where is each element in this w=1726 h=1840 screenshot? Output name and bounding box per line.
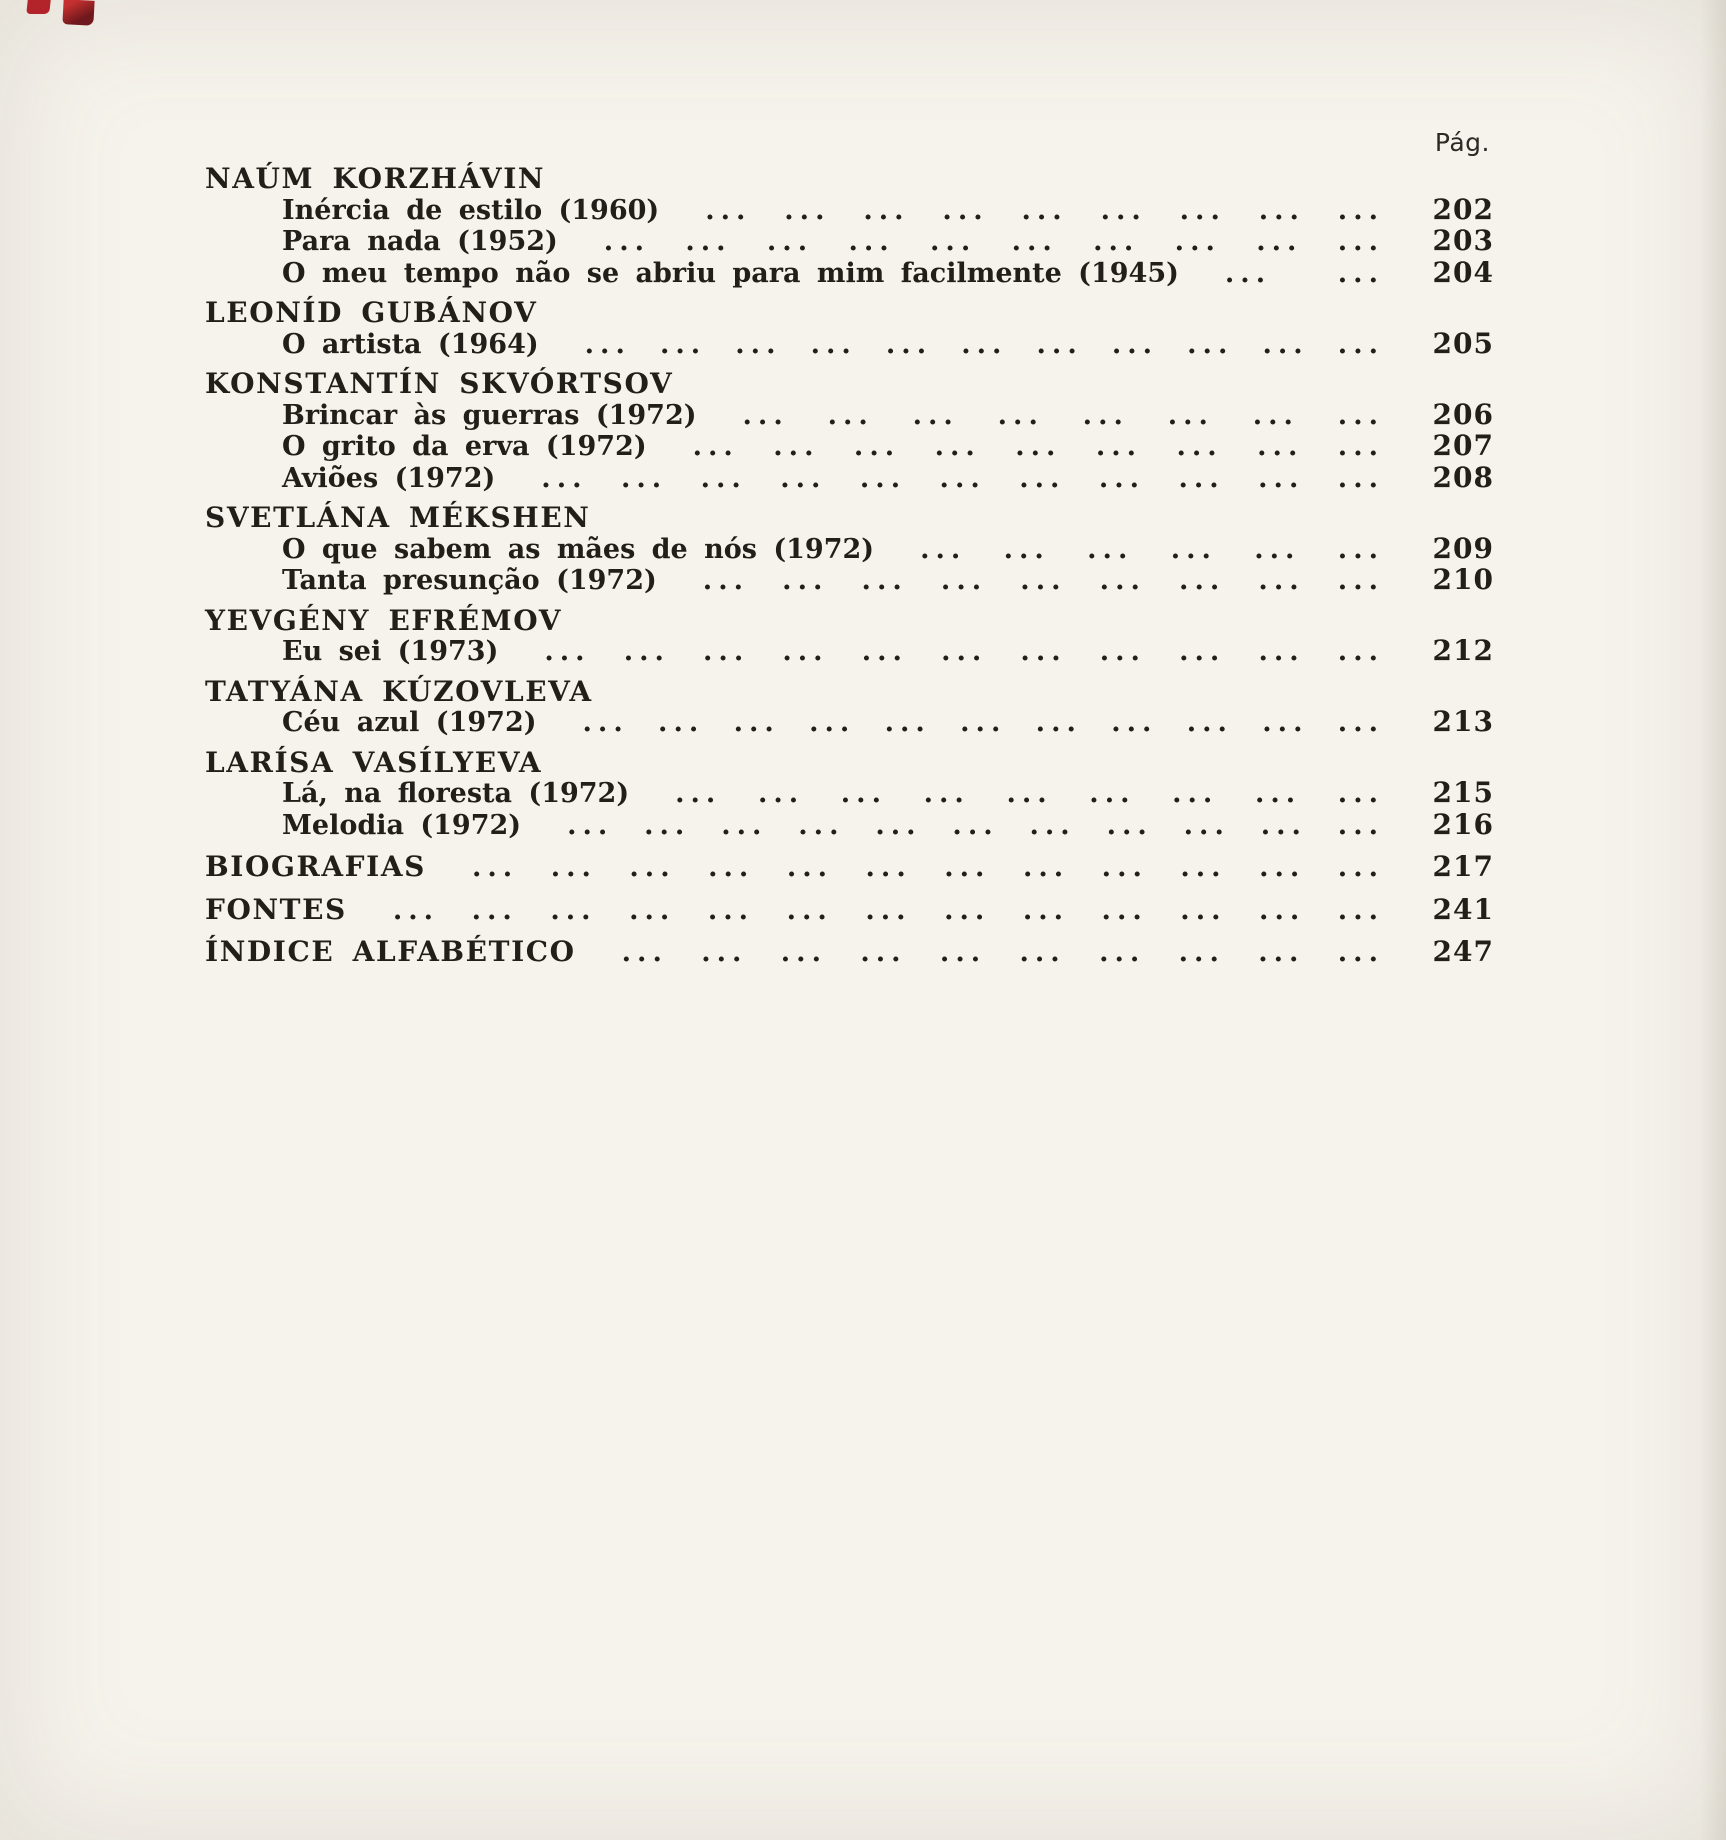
toc-entry — [205, 397, 1494, 432]
toc-entry — [205, 636, 1494, 668]
entry-title: FONTES — [205, 892, 347, 926]
author-header — [205, 503, 1494, 534]
author-name: NAÚM KORZHÁVIN — [205, 162, 546, 195]
entry-title: ÍNDICE ALFABÉTICO — [205, 935, 576, 968]
page-number: 209 — [1432, 531, 1494, 565]
page-number: 205 — [1432, 326, 1494, 360]
entry-title: Lá, na floresta (1972) — [282, 778, 630, 809]
page-number: 217 — [1432, 850, 1494, 883]
toc-entry — [205, 565, 1494, 597]
toc-entry — [205, 778, 1494, 810]
dot-leader: ... ... — [1224, 258, 1384, 289]
page-number: 208 — [1432, 460, 1494, 494]
entry-title: BIOGRAFIAS — [205, 850, 426, 883]
page-number: 247 — [1432, 935, 1494, 968]
entry-title: O meu tempo não se abriu para mim facilmente (1945) — [282, 257, 1179, 289]
author-header — [205, 164, 1494, 195]
dot-leader: ... ... ... ... ... ... ... ... ... — [705, 195, 1384, 226]
entry-title: Melodia (1972) — [282, 809, 522, 841]
dot-leader: ... ... ... ... ... ... ... ... ... ... ... — [584, 329, 1384, 360]
page-number: 213 — [1432, 705, 1494, 738]
entry-title: Eu sei (1973) — [282, 636, 499, 667]
dot-leader: ... ... ... ... ... ... ... ... ... ... ... — [544, 637, 1384, 667]
dot-leader: ... ... ... ... ... ... ... ... ... ... — [603, 227, 1384, 257]
author-header — [205, 674, 1494, 708]
page-number: 216 — [1432, 807, 1494, 841]
toc-entry — [205, 707, 1494, 739]
toc-entry — [205, 807, 1494, 842]
entry-title: Tanta presunção (1972) — [282, 565, 657, 596]
page-number: 207 — [1432, 429, 1494, 462]
author-name: KONSTANTÍN SKVÓRTSOV — [205, 367, 674, 400]
dot-leader: ... ... ... ... ... ... ... ... ... — [702, 566, 1384, 596]
entry-title: O grito da erva (1972) — [282, 431, 647, 462]
author-header — [205, 369, 1494, 400]
entry-title: Céu azul (1972) — [282, 707, 537, 738]
toc-entry — [205, 460, 1494, 495]
page-number: 206 — [1432, 397, 1494, 431]
dot-leader: ... ... ... ... ... ... ... ... ... ... ... — [541, 463, 1384, 494]
toc-entry — [205, 531, 1494, 566]
author-header — [205, 298, 1494, 329]
entry-title: O que sabem as mães de nós (1972) — [282, 533, 875, 565]
author-name: LARÍSA VASÍLYEVA — [205, 745, 543, 779]
dot-leader: ... ... ... ... ... ... ... ... ... ... ... ... — [471, 853, 1384, 883]
toc-entry — [205, 431, 1494, 463]
page-number: 204 — [1432, 255, 1494, 289]
dot-leader: ... ... ... ... ... ... — [920, 534, 1384, 565]
entry-title: O artista (1964) — [282, 328, 539, 360]
toc-entry — [205, 192, 1494, 227]
page-number: 203 — [1432, 224, 1494, 257]
dot-leader: ... ... ... ... ... ... ... ... ... — [675, 779, 1384, 809]
entry-title: Inércia de estilo (1960) — [282, 194, 660, 226]
page-number: 241 — [1432, 892, 1494, 926]
page-column-heading: Pág. — [1434, 128, 1490, 157]
author-header — [205, 603, 1494, 637]
dot-leader: ... ... ... ... ... ... ... ... ... ... ... ... ... — [392, 895, 1384, 926]
entry-title: Aviões (1972) — [282, 462, 496, 494]
author-name: LEONÍD GUBÁNOV — [205, 296, 538, 329]
toc-entry — [205, 892, 1494, 927]
dot-leader: ... ... ... ... ... ... ... ... ... — [692, 432, 1384, 462]
dot-leader: ... ... ... ... ... ... ... ... ... ... — [621, 938, 1384, 968]
author-name: SVETLÁNA MÉKSHEN — [205, 501, 591, 534]
entry-title: Brincar às guerras (1972) — [282, 399, 697, 431]
page-number: 210 — [1432, 563, 1494, 596]
dot-leader: ... ... ... ... ... ... ... ... ... ... ... — [582, 708, 1384, 738]
author-name: YEVGÉNY EFRÉMOV — [205, 603, 563, 637]
toc-entry — [205, 852, 1494, 884]
toc-entry — [205, 937, 1494, 969]
dot-leader: ... ... ... ... ... ... ... ... ... ... ... — [567, 810, 1384, 841]
page-number: 202 — [1432, 192, 1494, 226]
toc-entry — [205, 226, 1494, 258]
entry-title: Para nada (1952) — [282, 226, 558, 257]
toc-entry — [205, 255, 1494, 290]
page-number: 212 — [1432, 634, 1494, 667]
author-header — [205, 745, 1494, 779]
page-number: 215 — [1432, 776, 1494, 809]
dot-leader: ... ... ... ... ... ... ... ... — [742, 400, 1384, 431]
toc-entry — [205, 326, 1494, 361]
author-name: TATYÁNA KÚZOVLEVA — [205, 674, 593, 708]
